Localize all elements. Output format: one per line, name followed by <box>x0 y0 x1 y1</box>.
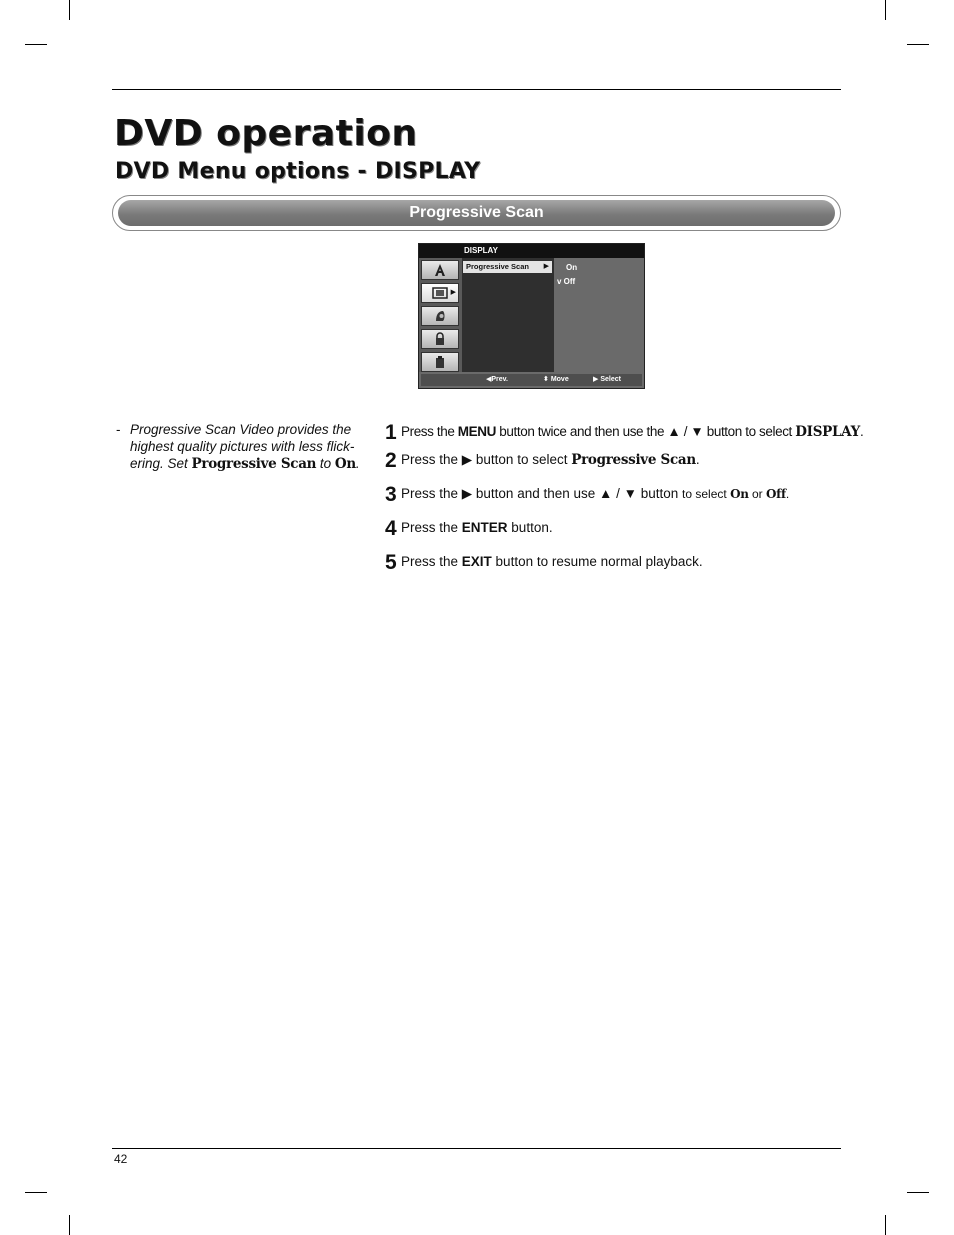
step-text: Press the ▶ button to select <box>401 452 572 467</box>
page-number: 42 <box>114 1152 128 1166</box>
up-down-arrow-icon: ⬍ <box>543 376 549 383</box>
menu-item-arrow-icon: ▶ <box>543 263 549 270</box>
osd-option-off[interactable]: v Off <box>557 277 576 286</box>
note-mid: to <box>316 456 335 471</box>
step-2 <box>385 449 700 473</box>
page-subtitle: DVD Menu options - DISPLAY <box>115 159 481 184</box>
step-number: 4 <box>385 517 397 540</box>
step-bold: Off <box>765 487 786 501</box>
note-bold-setting: Progressive Scan <box>191 456 317 472</box>
note-dash: - <box>116 422 121 437</box>
crop-mark <box>25 44 47 45</box>
step-text: Press the <box>401 554 462 569</box>
note-text: Progressive Scan Video provides the highest quality pictures with less flick-ering. Set <box>130 422 355 471</box>
osd-menu <box>418 243 645 389</box>
crop-mark <box>907 44 929 45</box>
step-bold: DISPLAY <box>795 424 861 440</box>
osd-footer-prev <box>486 375 508 383</box>
step-text: or <box>748 487 766 501</box>
osd-footer-move <box>543 375 569 383</box>
step-text: to select <box>682 487 731 501</box>
osd-header <box>419 244 644 258</box>
speaker-icon <box>421 306 459 326</box>
crop-mark <box>69 1215 70 1235</box>
osd-icon-column <box>419 258 462 372</box>
step-bold: EXIT <box>461 554 492 569</box>
step-text: Press the <box>401 520 462 535</box>
note-end: . <box>355 456 360 471</box>
step-text: . <box>860 424 864 439</box>
top-rule <box>112 89 841 90</box>
step-text: button to resume normal playback. <box>491 554 703 569</box>
others-icon <box>421 352 459 372</box>
lock-icon <box>421 329 459 349</box>
step-bold: ENTER <box>461 520 508 535</box>
section-banner-fill <box>118 200 835 226</box>
step-text: Press the ▶ button and then use ▲ / ▼ button <box>401 486 683 501</box>
note-body <box>130 421 361 473</box>
osd-footer-prev-label: Prev. <box>491 376 508 383</box>
crop-mark <box>885 0 886 20</box>
step-number: 3 <box>385 483 397 506</box>
osd-option-on[interactable]: On <box>566 263 578 272</box>
osd-menu-item-progressive-scan[interactable] <box>463 261 552 273</box>
crop-mark <box>885 1215 886 1235</box>
note-value: On <box>334 456 356 472</box>
osd-options-panel <box>555 258 644 372</box>
step-number: 2 <box>385 449 397 472</box>
display-icon <box>421 283 459 303</box>
osd-menu-list <box>462 258 554 372</box>
osd-header-title: DISPLAY <box>464 246 498 255</box>
crop-mark <box>69 0 70 20</box>
step-bold: On <box>730 487 749 501</box>
step-text: . <box>785 487 790 501</box>
step-text: button twice and then use the ▲ / ▼ button to select <box>495 424 796 439</box>
step-5 <box>385 551 703 575</box>
step-1 <box>385 421 863 445</box>
osd-menu-item-label: Progressive Scan <box>466 262 529 271</box>
step-text: Press the <box>401 424 458 439</box>
step-text: button. <box>507 520 553 535</box>
step-bold: Progressive Scan <box>571 452 696 468</box>
osd-footer-select-label: Select <box>600 376 621 383</box>
audio-icon <box>421 260 459 280</box>
page-title: DVD operation <box>114 113 418 154</box>
crop-mark <box>25 1192 47 1193</box>
left-arrow-icon: ◀ <box>486 376 492 383</box>
section-banner <box>112 195 841 231</box>
crop-mark <box>907 1192 929 1193</box>
step-4 <box>385 517 553 541</box>
right-arrow-icon: ▶ <box>593 376 599 383</box>
progressive-scan-note <box>116 421 361 473</box>
step-number: 1 <box>385 421 397 444</box>
step-3 <box>385 483 789 507</box>
osd-footer <box>421 374 642 386</box>
step-text: . <box>695 452 700 467</box>
display-selected-arrow-icon: ▶ <box>450 289 456 296</box>
section-banner-text: Progressive Scan <box>409 204 544 221</box>
step-number: 5 <box>385 551 397 574</box>
osd-footer-select <box>593 375 621 383</box>
osd-footer-move-label: Move <box>550 376 569 383</box>
step-bold: MENU <box>457 424 496 439</box>
bottom-rule <box>112 1148 841 1149</box>
